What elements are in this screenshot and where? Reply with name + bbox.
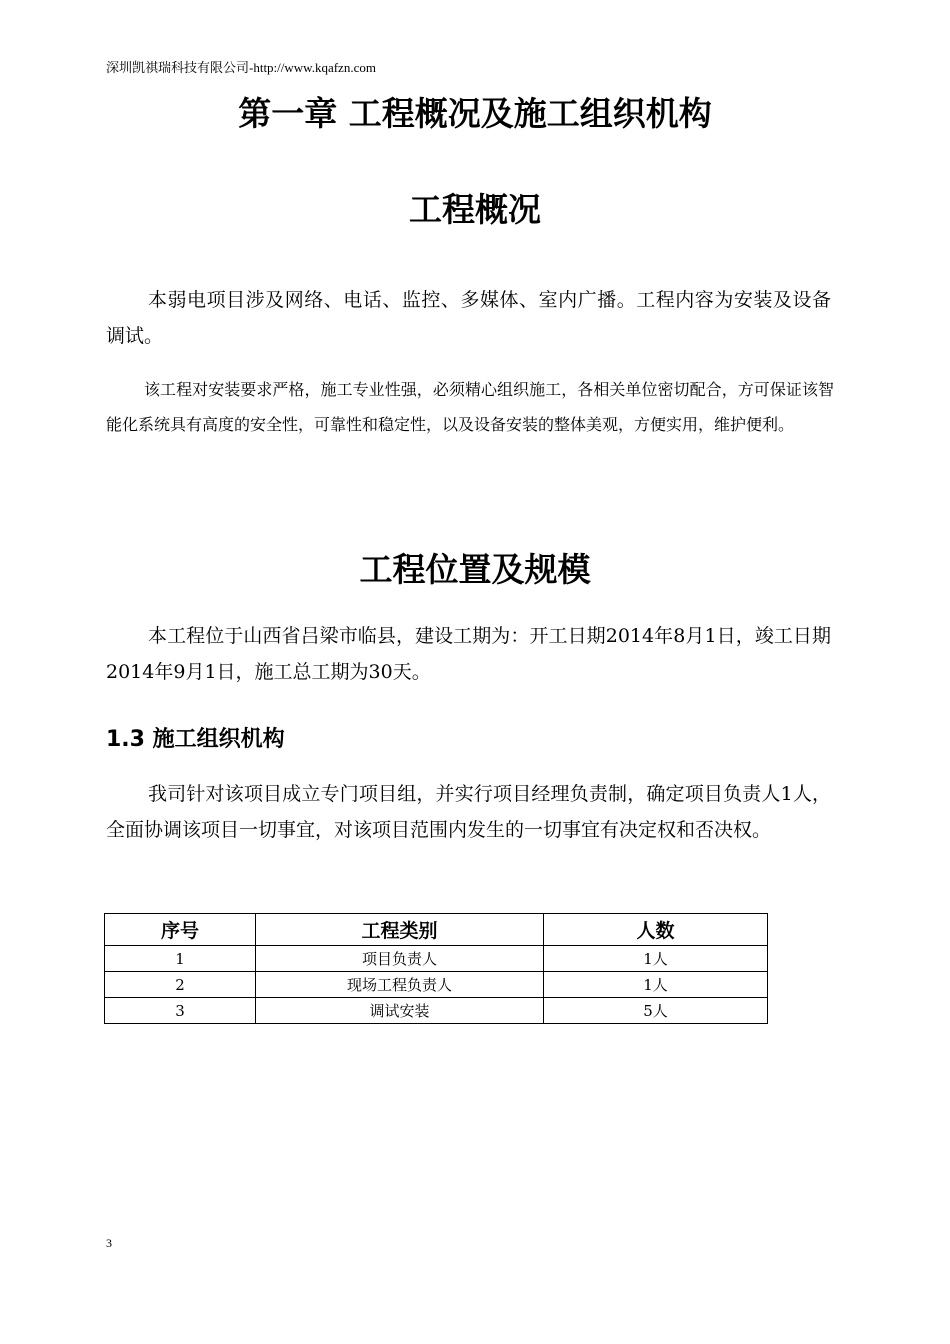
cell-index: 1 xyxy=(105,946,256,972)
table-row xyxy=(105,972,768,998)
staff-table xyxy=(104,913,768,1024)
table-header-row xyxy=(105,914,768,946)
header-index: 序号 xyxy=(105,914,256,946)
table-row xyxy=(105,998,768,1024)
header-count: 人数 xyxy=(544,914,768,946)
organization-paragraph: 我司针对该项目成立专门项目组，并实行项目经理负责制，确定项目负责人1人，全面协调该项目一切事宜，对该项目范围内发生的一切事宜有决定权和否决权。 xyxy=(106,783,831,841)
cell-category: 项目负责人 xyxy=(256,946,544,972)
cell-count: 5人 xyxy=(544,998,768,1024)
overview-paragraph: 本弱电项目涉及网络、电话、监控、多媒体、室内广播。工程内容为安装及设备调试。 xyxy=(106,289,831,347)
section-title-location: 工程位置及规模 xyxy=(359,550,591,589)
organization-heading: 1.3 施工组织机构 xyxy=(106,727,285,752)
section-title-overview: 工程概况 xyxy=(409,190,541,229)
cell-count: 1人 xyxy=(544,972,768,998)
chapter-title: 第一章 工程概况及施工组织机构 xyxy=(238,94,712,133)
table-row xyxy=(105,946,768,972)
location-paragraph: 本工程位于山西省吕梁市临县，建设工期为：开工日期2014年8月1日，竣工日期2014年9月1日，施工总工期为30天。 xyxy=(106,625,831,683)
cell-index: 3 xyxy=(105,998,256,1024)
header-category: 工程类别 xyxy=(256,914,544,946)
cell-count: 1人 xyxy=(544,946,768,972)
header-note: 深圳凯祺瑞科技有限公司-http://www.kqafzn.com xyxy=(106,60,376,75)
cell-category: 调试安装 xyxy=(256,998,544,1024)
cell-index: 2 xyxy=(105,972,256,998)
requirements-paragraph: 该工程对安装要求严格，施工专业性强，必须精心组织施工，各相关单位密切配合，方可保证该智能化系统具有高度的安全性，可靠性和稳定性，以及设备安装的整体美观，方便实用，维护便利。 xyxy=(106,380,834,434)
cell-category: 现场工程负责人 xyxy=(256,972,544,998)
page-number: 3 xyxy=(106,1236,112,1250)
